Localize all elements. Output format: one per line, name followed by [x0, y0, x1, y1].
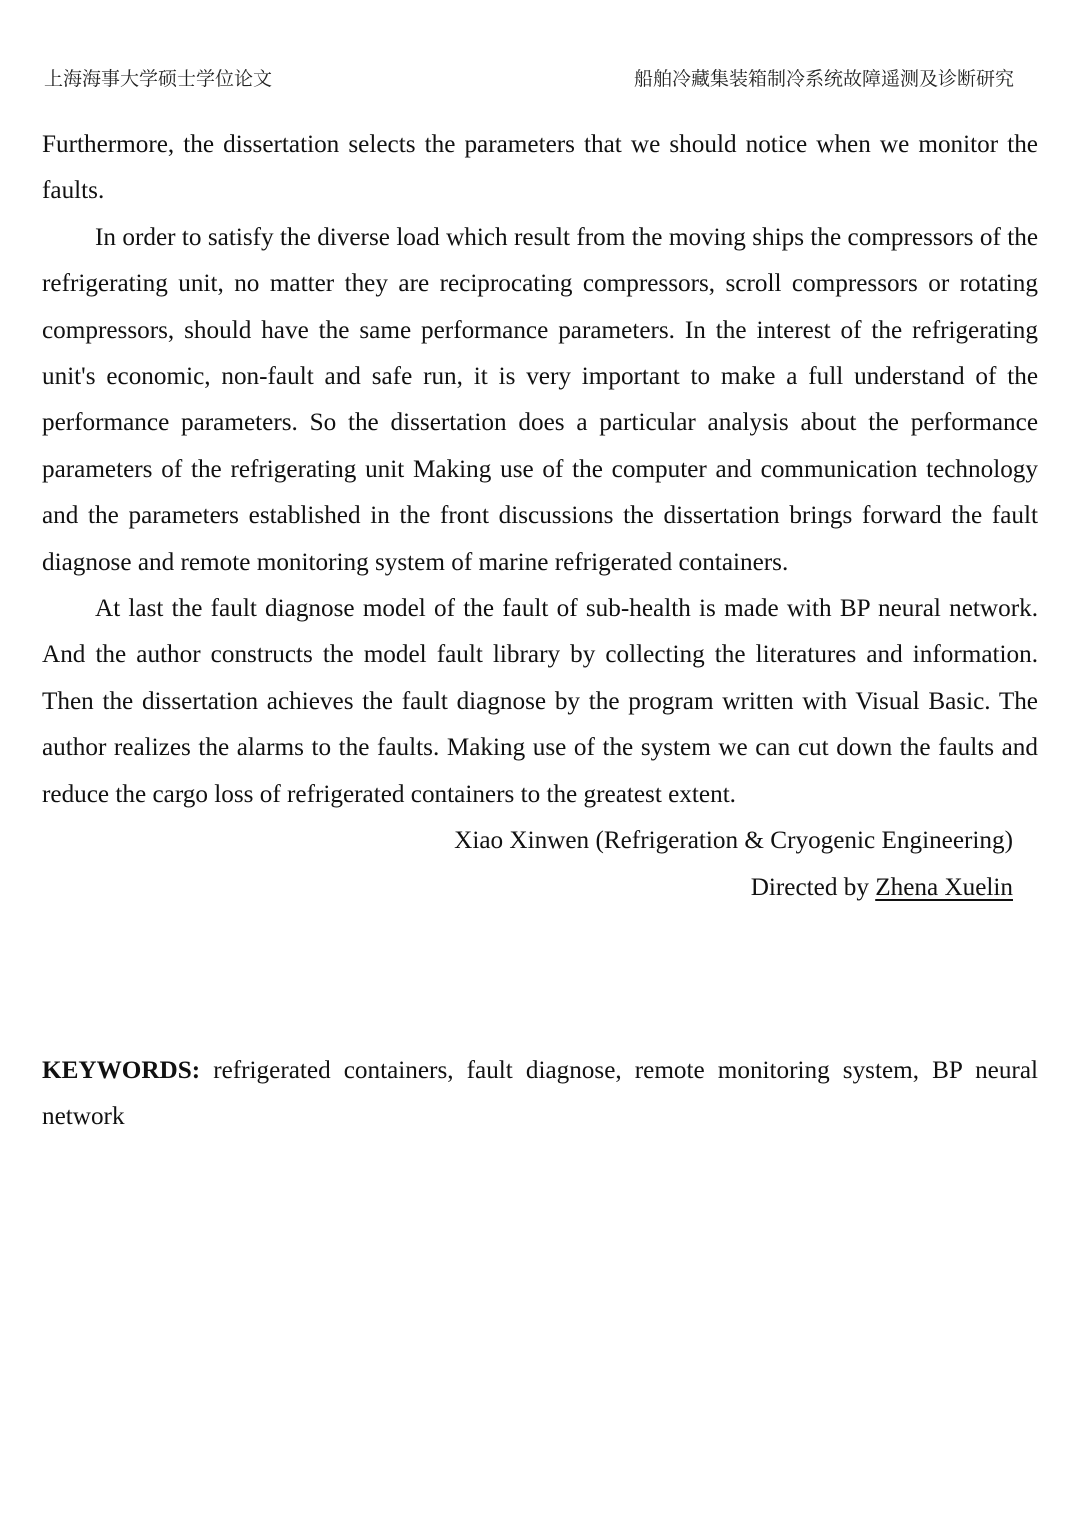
keywords-text: refrigerated containers, fault diagnose, remote monitoring system, BP neural network [42, 1057, 1038, 1131]
abstract-paragraph-3: At last the fault diagnose model of the fault of sub-health is made with BP neural network. And the author constructs the model fault library by collecting the literatures and information. Then the dissertation achieves the fault diagnose by the program written with Visual Basic. The author realizes the alarms to the faults. Making use of the system we can cut down the faults and reduce the cargo loss of refrigerated containers to the greatest extent. [42, 595, 1038, 808]
header-university-title: 上海海事大学硕士学位论文 [44, 68, 273, 90]
advisor-name: Zhena Xuelin [875, 873, 1013, 901]
header-thesis-title: 船舶冷藏集装箱制冷系统故障遥测及诊断研究 [633, 68, 1014, 90]
author-signature: Xiao Xinwen (Refrigeration & Cryogenic Engineering) [454, 827, 1013, 855]
abstract-paragraph-1: Furthermore, the dissertation selects the parameters that we should notice when we monitor the faults. [42, 131, 1038, 205]
directed-by-label: Directed by [750, 873, 869, 901]
advisor-signature [42, 865, 1038, 911]
keywords-line [42, 1048, 1038, 1141]
abstract-body [42, 122, 1038, 911]
page-header [44, 64, 1014, 94]
keywords-label: KEYWORDS: [42, 1057, 201, 1084]
abstract-paragraph-2: In order to satisfy the diverse load which result from the moving ships the compressors of the refrigerating unit, no matter they are reciprocating compressors, scroll compressors or rotating compressors, should have the same performance parameters. In the interest of the refrigerating unit's economic, non-fault and safe run, it is very important to make a full understand of the performance parameters. So the dissertation does a particular analysis about the performance parameters of the refrigerating unit Making use of the computer and communication technology and the parameters established in the front discussions the dissertation brings forward the fault diagnose and remote monitoring system of marine refrigerated containers. [42, 223, 1038, 576]
